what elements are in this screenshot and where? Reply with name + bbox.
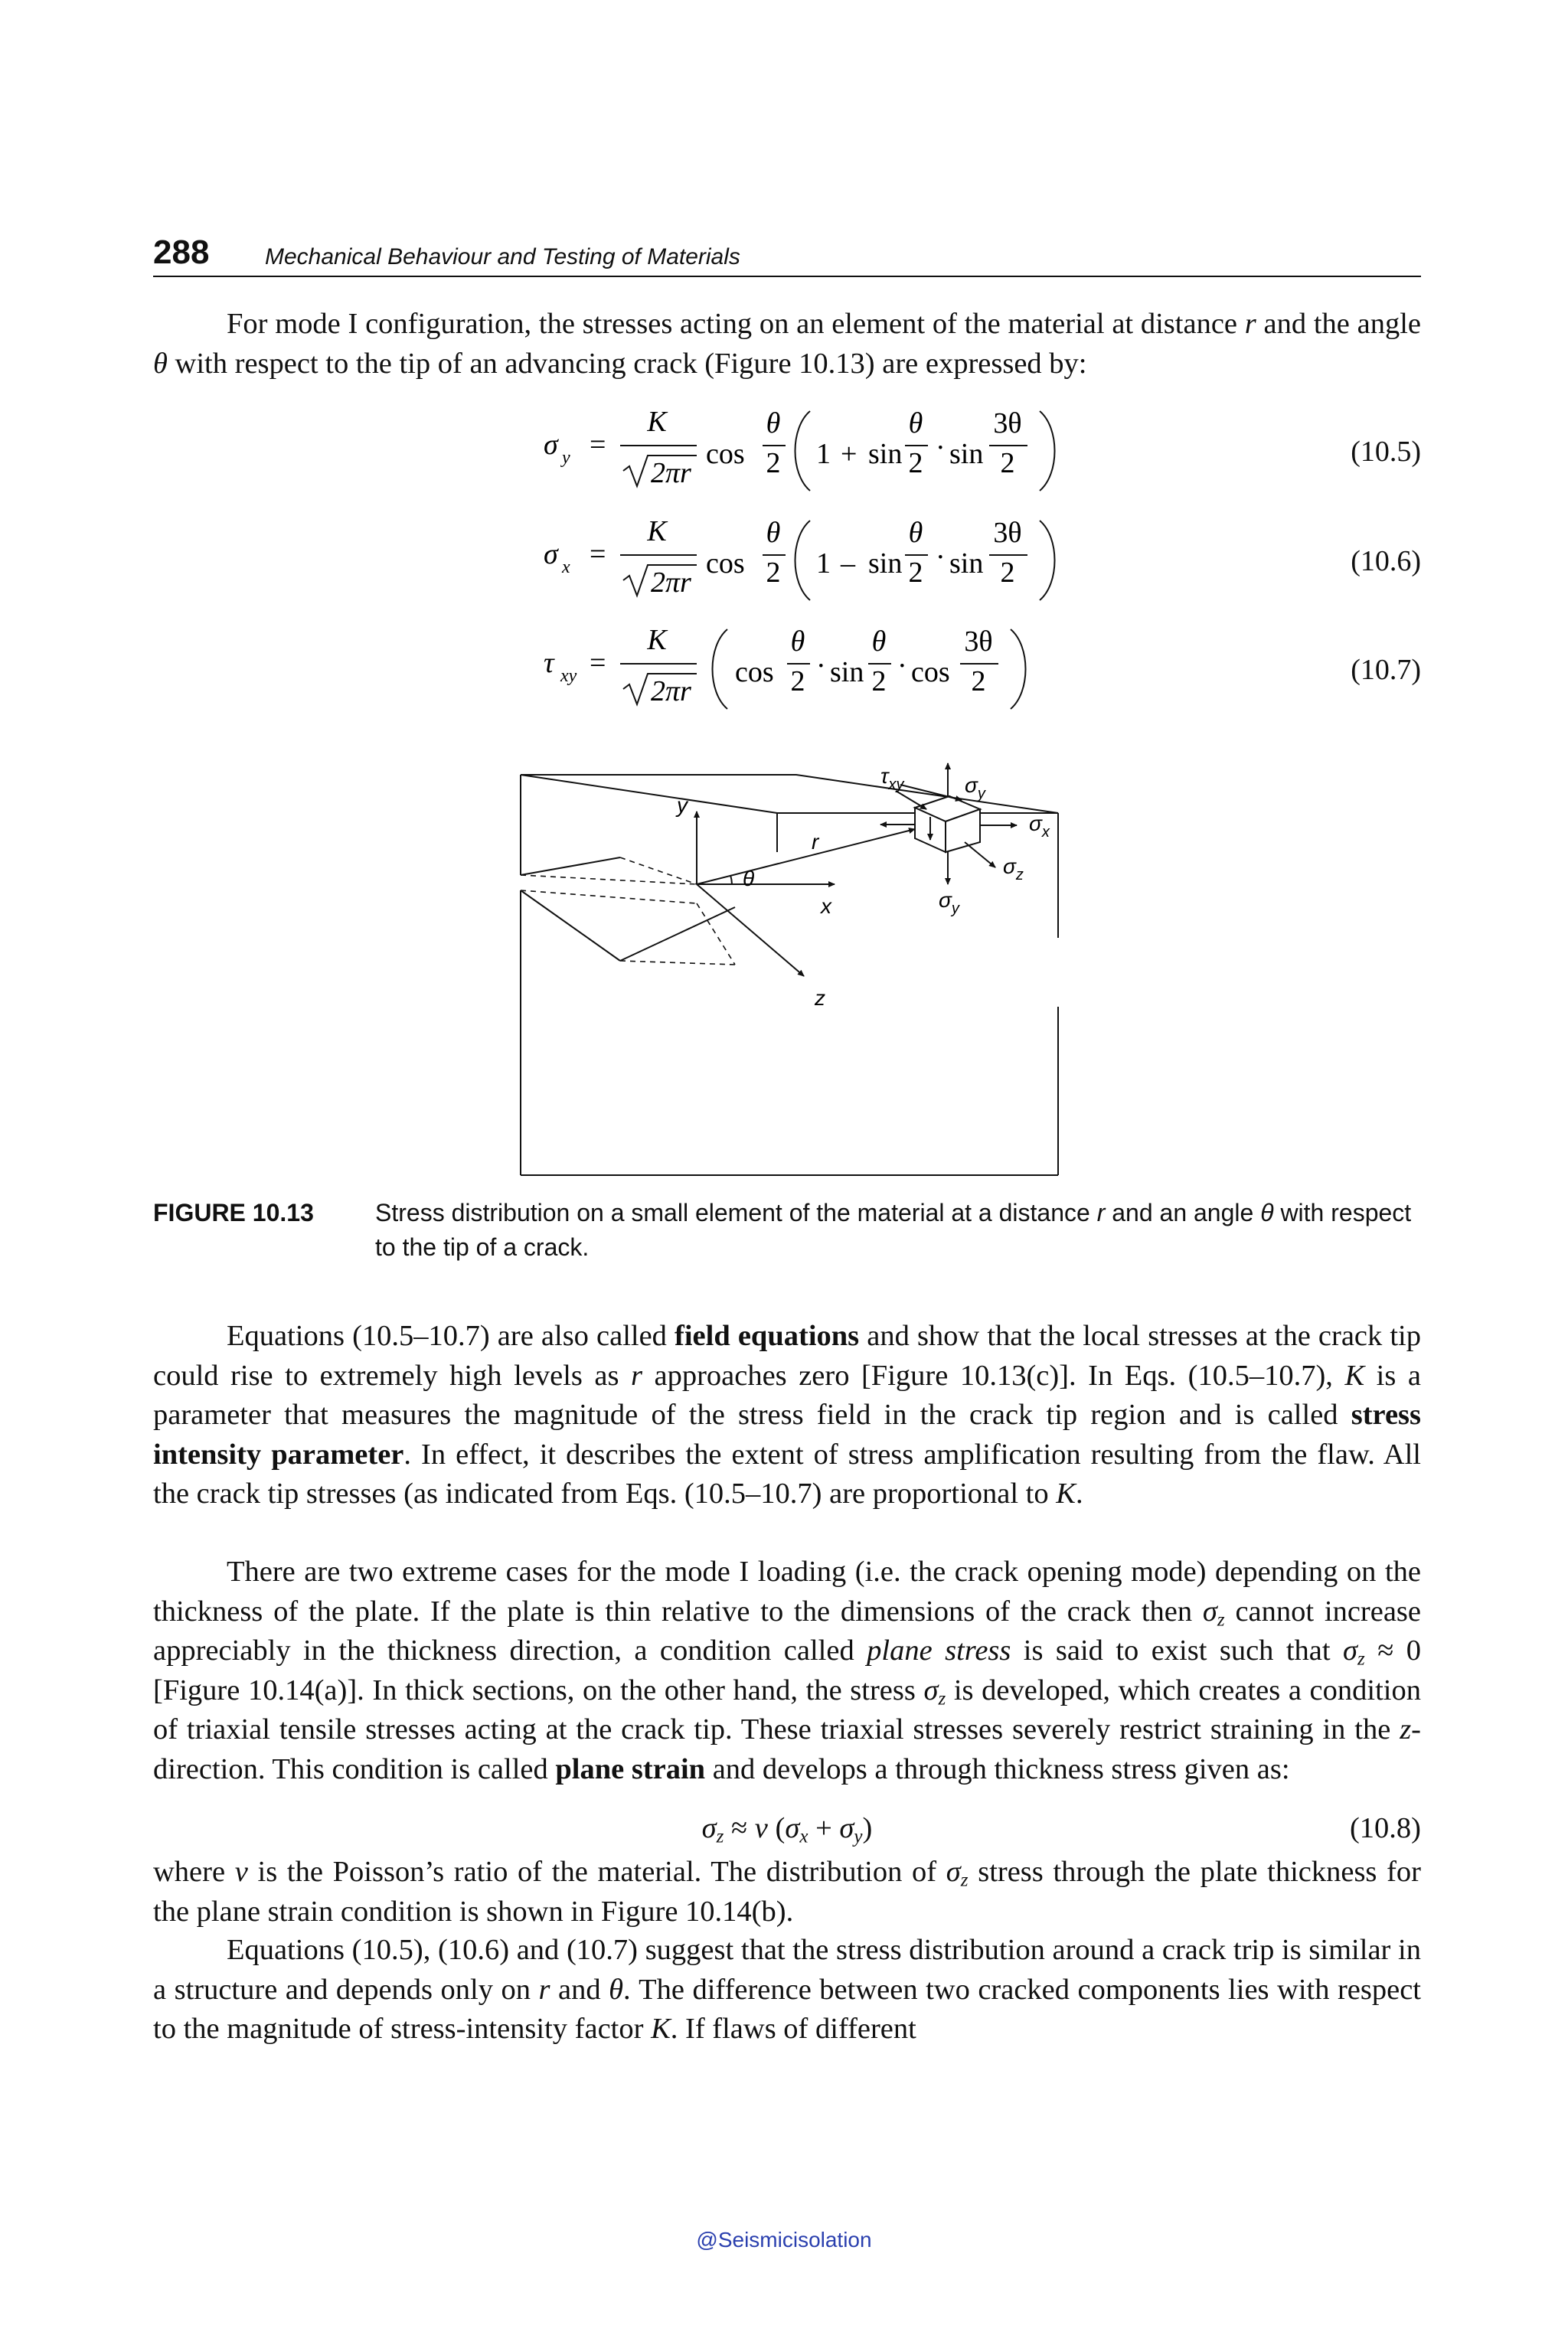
eq2-root: 2πr xyxy=(651,567,691,599)
eq1-theta2: θ xyxy=(908,407,923,439)
eq3-three-theta: 3θ xyxy=(964,625,993,658)
paragraph-poisson: where ν is the Poisson’s ratio of the material. The distribution of $\sigma_z$ stress through the plate thickness for the plane strain condition is shown in Figure 10.14(b). xyxy=(153,1856,1421,1928)
eq2-two3: 2 xyxy=(1000,557,1015,589)
eq3-sin: sin xyxy=(830,656,864,688)
crack-plane xyxy=(521,857,735,965)
sigma-y-top-label: $\sigma_y$ xyxy=(965,773,985,802)
equation-number: (10.7) xyxy=(1351,654,1421,686)
svg-text:·: · xyxy=(936,541,946,573)
eq1-two2: 2 xyxy=(908,447,923,479)
equation-number: (10.8) xyxy=(1349,1812,1421,1844)
eq1-lhs-symbol: σ xyxy=(544,429,558,461)
eq2-three-theta: 3θ xyxy=(993,517,1022,549)
eq2-one: 1 xyxy=(816,547,831,580)
eq3-root: 2πr xyxy=(651,675,691,707)
eq2-numerator: K xyxy=(647,515,667,547)
equation-number: (10.5) xyxy=(1351,436,1421,468)
page-number: 288 xyxy=(153,234,210,271)
eq2-op: – xyxy=(841,547,855,580)
theta-label: θ xyxy=(743,867,755,890)
intro-paragraph: For mode I configuration, the stresses acting on an element of the material at distance r and the angle θ with respect to the tip of an advancing crack (Figure 10.13) are expressed by: xyxy=(153,308,1421,380)
paragraph-stress-intensity: Equations (10.5), (10.6) and (10.7) suggest that the stress distribution around a crack trip is similar in a structure and depends only on r and θ. The difference between two cracked components lies with respect to the magnitude of stress-intensity factor K. If flaws of different xyxy=(153,1934,1421,2045)
eq2-theta-num: θ xyxy=(766,517,781,549)
eq3-numerator: K xyxy=(647,624,667,656)
eq1-sin2: sin xyxy=(949,438,984,470)
running-header xyxy=(153,230,1421,277)
eq2-theta2: θ xyxy=(908,517,923,549)
sigma-z-label: $\sigma_z$ xyxy=(1003,854,1024,883)
equation-10-7 xyxy=(153,620,1421,720)
figure-crack-tip-element xyxy=(505,754,1072,1183)
caption-text: Stress distribution on a small element of the material at a distance r and an angle θ with respect to the tip of a crack. xyxy=(375,1199,1412,1261)
equation-10-6 xyxy=(153,511,1421,611)
axis-y-label: y xyxy=(677,793,688,817)
eq3-two2: 2 xyxy=(871,665,887,697)
equation-10-8 xyxy=(153,1807,1421,1853)
sigma-y-bottom-label: $\sigma_y$ xyxy=(939,888,959,917)
sigma-x-label: $\sigma_x$ xyxy=(1029,812,1050,841)
eq1-sin1: sin xyxy=(868,438,903,470)
eq3-theta1: θ xyxy=(790,625,805,658)
eq1-two: 2 xyxy=(766,447,781,479)
eq1-lhs-sub: y xyxy=(562,448,570,468)
eq1-theta-num: θ xyxy=(766,407,781,439)
caption-label: FIGURE 10.13 xyxy=(153,1199,314,1226)
equation-number: (10.6) xyxy=(1351,545,1421,577)
eq3-theta2: θ xyxy=(871,625,887,658)
axis-x-label: x xyxy=(821,894,831,918)
eq2-two: 2 xyxy=(766,557,781,589)
tau-xy-label: $\tau_{xy}$ xyxy=(880,764,904,793)
eq1-two3: 2 xyxy=(1000,447,1015,479)
eq2-lhs-symbol: σ xyxy=(544,538,558,570)
eq2-sin1: sin xyxy=(868,547,903,580)
equation-10-5 xyxy=(153,402,1421,501)
eq1-cos: cos xyxy=(706,438,745,470)
svg-text:·: · xyxy=(897,650,907,682)
eq3-cos2: cos xyxy=(911,656,950,688)
eq3-cos1: cos xyxy=(735,656,774,688)
eq1-numerator: K xyxy=(647,406,667,438)
svg-text:=: = xyxy=(590,429,606,461)
paragraph-plane-strain: There are two extreme cases for the mode I loading (i.e. the crack opening mode) depending on the thickness of the plate. If the plate is thin relative to the dimensions of the crack then $\sigma_z$ cannot increase appreciably in the thickness direction, a condition called plane stress is said to exist such that $\sigma_z \approx 0$ [Figure 10.14(a)]. In thick sections, on the other hand, the stress $\sigma_z$ is developed, which creates a condition of triaxial tensile stresses acting at the crack tip. These triaxial stresses severely restrict straining in the z-direction. This condition is called plane strain and develops a through thickness stress given as: xyxy=(153,1556,1421,1785)
lower-block xyxy=(521,890,1058,1175)
eq2-sin2: sin xyxy=(949,547,984,580)
eq3-two1: 2 xyxy=(790,665,805,697)
eq3-lhs-sub: xy xyxy=(560,666,577,686)
running-title: Mechanical Behaviour and Testing of Materials xyxy=(265,244,740,269)
eq1-op: + xyxy=(841,438,858,470)
watermark: @Seismicisolation xyxy=(696,2228,872,2252)
eq3-lhs-symbol: τ xyxy=(544,647,554,679)
paragraph-field-equations: Equations (10.5–10.7) are also called field equations and show that the local stresses at the crack tip could rise to extremely high levels as r approaches zero [Figure 10.13(c)]. In Eqs. (10.5–10.7), K is a parameter that measures the magnitude of the stress field in the crack tip region and is called stress intensity parameter. In effect, it describes the extent of stress amplification resulting from the flaw. All the crack tip stresses (as indicated from Eqs. (10.5–10.7) are proportional to K. xyxy=(153,1320,1422,1510)
svg-text:=: = xyxy=(590,538,606,570)
eq2-cos: cos xyxy=(706,547,745,580)
radius-label: r xyxy=(812,830,819,854)
eq1-one: 1 xyxy=(816,438,831,470)
svg-text:=: = xyxy=(590,647,606,679)
eq1-root: 2πr xyxy=(651,457,691,489)
equation-10-8-body: $\sigma_z \approx \nu$ $(\sigma_x + \sigma_y)$ xyxy=(701,1812,873,1847)
eq2-two2: 2 xyxy=(908,557,923,589)
axis-z-label: z xyxy=(815,986,825,1010)
eq3-two3: 2 xyxy=(971,665,986,697)
svg-text:·: · xyxy=(816,650,826,682)
stress-element-cube xyxy=(915,796,980,852)
eq2-lhs-sub: x xyxy=(562,557,570,577)
coordinate-axes xyxy=(697,812,915,976)
svg-text:·: · xyxy=(936,432,946,464)
eq1-three-theta: 3θ xyxy=(993,407,1022,439)
